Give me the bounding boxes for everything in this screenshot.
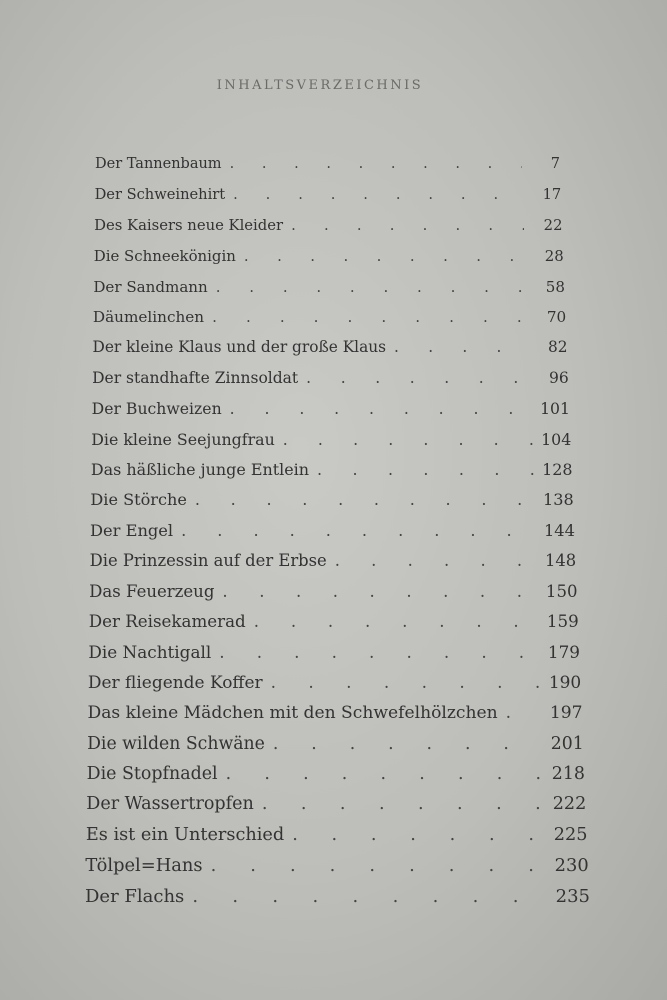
entry-page-number: 218	[551, 764, 585, 784]
entry-title: Der Engel	[90, 520, 174, 540]
entry-page-number: 230	[554, 855, 589, 877]
toc-entry	[92, 369, 569, 387]
entry-title: Die wilden Schwäne	[87, 733, 265, 754]
entry-page-number: 58	[545, 277, 565, 296]
entry-title: Das kleine Mädchen mit den Schwefelhölzchen	[87, 703, 498, 724]
entry-title: Des Kaisers neue Kleider	[94, 216, 284, 234]
dot-leader	[262, 794, 545, 814]
dot-leader	[222, 582, 538, 601]
toc-entry	[89, 582, 577, 601]
toc-entry	[94, 217, 562, 234]
toc-entry	[88, 642, 580, 662]
entry-page-number: 7	[550, 156, 560, 172]
entry-page-number: 28	[544, 247, 564, 266]
dot-leader	[306, 369, 531, 387]
entry-title: Die Prinzessin auf der Erbse	[89, 551, 327, 571]
dot-leader	[195, 490, 535, 509]
entry-page-number: 150	[545, 581, 578, 601]
dot-leader	[192, 886, 547, 907]
toc-entry	[90, 490, 573, 509]
page-title: INHALTSVERZEICHNIS	[216, 78, 424, 93]
entry-page-number: 148	[544, 551, 577, 571]
entry-page-number: 101	[540, 399, 570, 419]
toc-entry	[89, 612, 579, 631]
dot-leader	[230, 399, 532, 418]
dot-leader	[254, 612, 539, 631]
entry-page-number: 197	[549, 703, 583, 724]
toc-entry	[91, 430, 571, 449]
entry-page-number: 128	[542, 460, 573, 479]
toc-entry	[93, 278, 565, 296]
entry-page-number: 235	[555, 885, 590, 907]
dot-leader	[271, 673, 541, 693]
entry-page-number: 17	[542, 186, 562, 204]
entry-page-number: 190	[548, 672, 582, 693]
entry-title: Das Feuerzeug	[89, 581, 215, 601]
toc-entry	[87, 734, 584, 754]
entry-title: Tölpel=Hans	[85, 855, 203, 877]
dot-leader	[394, 338, 529, 356]
entry-title: Der Buchweizen	[91, 399, 222, 419]
dot-leader	[283, 430, 533, 449]
dot-leader	[335, 551, 537, 570]
toc-entry	[90, 551, 577, 570]
entry-page-number: 104	[541, 429, 572, 449]
entry-title: Der kleine Klaus und der große Klaus	[92, 338, 387, 357]
dot-leader	[291, 217, 524, 234]
entry-page-number: 225	[553, 824, 588, 845]
toc-entry	[88, 673, 581, 693]
entry-page-number: 96	[548, 368, 569, 387]
entry-title: Der standhafte Zinnsoldat	[92, 368, 299, 387]
toc-entry	[93, 308, 566, 326]
entry-title: Die Stopfnadel	[86, 764, 218, 784]
dot-leader	[233, 186, 523, 203]
entry-title: Die kleine Seejungfrau	[91, 429, 275, 449]
dot-leader	[219, 642, 540, 662]
entry-title: Der Flachs	[85, 885, 185, 907]
entry-title: Däumelinchen	[92, 308, 205, 326]
toc-entry	[90, 521, 575, 540]
dot-leader	[317, 460, 534, 479]
entry-page-number: 179	[547, 642, 580, 663]
toc-entry	[87, 764, 585, 784]
entry-page-number: 159	[546, 612, 579, 631]
entry-page-number: 144	[543, 520, 575, 540]
toc-entry	[86, 794, 586, 814]
toc-entry	[85, 855, 588, 876]
dot-leader	[181, 521, 536, 540]
toc-entry	[85, 886, 590, 907]
toc-entry	[95, 156, 560, 172]
toc-entry	[86, 825, 588, 845]
entry-title: Der fliegende Koffer	[87, 672, 263, 693]
entry-page-number: 222	[552, 794, 587, 815]
entry-title: Der Wassertropfen	[86, 794, 254, 815]
toc-entry	[88, 703, 583, 723]
dot-leader	[212, 308, 528, 326]
entry-page-number: 82	[547, 338, 568, 357]
entry-title: Die Störche	[90, 490, 187, 510]
entry-page-number: 22	[543, 216, 563, 234]
toc-entry	[94, 247, 564, 265]
entry-title: Der Sandmann	[93, 277, 208, 296]
dot-leader	[273, 734, 543, 754]
toc-entry	[93, 338, 568, 356]
dot-leader	[244, 247, 526, 265]
entry-title: Das häßliche junge Entlein	[90, 460, 310, 479]
entry-title: Der Tannenbaum	[95, 156, 222, 172]
dot-leader	[211, 855, 547, 876]
dot-leader	[226, 764, 544, 784]
entry-title: Die Nachtigall	[88, 642, 212, 663]
dot-leader	[506, 703, 542, 723]
entry-title: Es ist ein Unterschied	[85, 824, 285, 845]
dot-leader	[292, 825, 546, 845]
entry-page-number: 138	[543, 490, 574, 510]
dot-leader	[230, 156, 522, 172]
entry-page-number: 70	[546, 308, 567, 326]
entry-title: Die Schneekönigin	[93, 247, 236, 266]
entry-title: Der Schweinehirt	[94, 186, 226, 204]
toc-entry	[92, 399, 570, 418]
entry-title: Der Reisekamerad	[88, 612, 246, 631]
toc-entry	[91, 460, 573, 479]
entry-page-number: 201	[550, 733, 584, 754]
dot-leader	[216, 278, 527, 296]
toc-entry	[95, 186, 562, 203]
